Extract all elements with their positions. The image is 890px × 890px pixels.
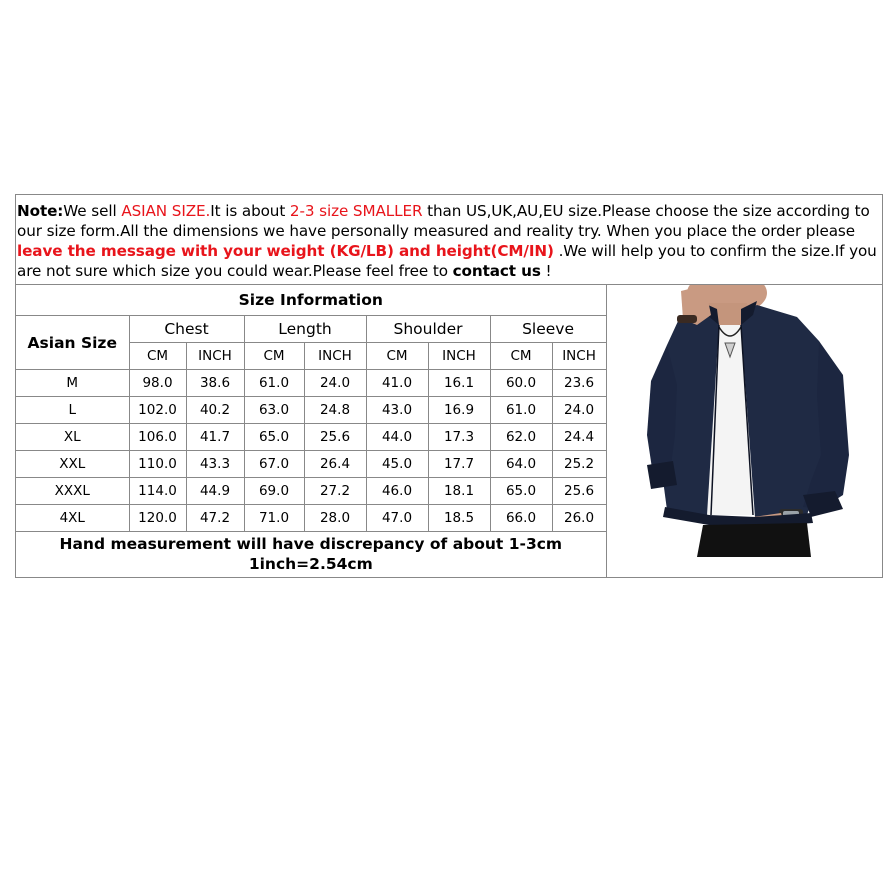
table-cell: 26.4 — [304, 451, 366, 478]
table-row — [16, 451, 606, 478]
table-cell: 66.0 — [490, 505, 552, 532]
table-cell: 45.0 — [366, 451, 428, 478]
table-cell: 64.0 — [490, 451, 552, 478]
table-cell: 44.9 — [186, 478, 244, 505]
table-cell: 28.0 — [304, 505, 366, 532]
table-cell: 61.0 — [244, 370, 304, 397]
size-label: M — [16, 370, 129, 397]
table-cell: 114.0 — [129, 478, 186, 505]
group-header-sleeve: Sleeve — [490, 316, 606, 343]
table-row — [16, 370, 606, 397]
note-smaller: 2-3 size SMALLER — [289, 202, 423, 220]
note-label: Note: — [17, 202, 64, 220]
note-leave-message: leave the message with your weight (KG/LB) and height(CM/IN) — [17, 242, 554, 260]
unit-header: CM — [244, 343, 304, 370]
asian-size-header: Asian Size — [16, 316, 129, 370]
table-cell: 46.0 — [366, 478, 428, 505]
group-header-shoulder: Shoulder — [366, 316, 490, 343]
size-chart-card — [15, 194, 883, 578]
product-photo — [606, 285, 882, 577]
table-cell: 71.0 — [244, 505, 304, 532]
note-asian-size: ASIAN SIZE. — [121, 202, 211, 220]
table-cell: 25.6 — [304, 424, 366, 451]
table-cell: 16.9 — [428, 397, 490, 424]
table-cell: 17.7 — [428, 451, 490, 478]
note-text-5: ! — [540, 262, 552, 280]
table-cell: 25.6 — [552, 478, 606, 505]
size-label: XXXL — [16, 478, 129, 505]
table-title: Size Information — [16, 285, 606, 316]
table-cell: 98.0 — [129, 370, 186, 397]
unit-header: INCH — [304, 343, 366, 370]
size-label: L — [16, 397, 129, 424]
table-cell: 25.2 — [552, 451, 606, 478]
footer-discrepancy: Hand measurement will have discrepancy of about 1-3cm — [59, 535, 563, 553]
table-cell: 67.0 — [244, 451, 304, 478]
table-cell: 24.4 — [552, 424, 606, 451]
table-cell: 40.2 — [186, 397, 244, 424]
table-cell: 16.1 — [428, 370, 490, 397]
table-cell: 60.0 — [490, 370, 552, 397]
table-cell: 26.0 — [552, 505, 606, 532]
unit-header: CM — [490, 343, 552, 370]
size-label: XXL — [16, 451, 129, 478]
table-cell: 69.0 — [244, 478, 304, 505]
table-cell: 38.6 — [186, 370, 244, 397]
table-cell: 17.3 — [428, 424, 490, 451]
jacket-model-image — [607, 285, 882, 577]
table-row — [16, 505, 606, 532]
table-cell: 18.1 — [428, 478, 490, 505]
table-cell: 61.0 — [490, 397, 552, 424]
table-cell: 23.6 — [552, 370, 606, 397]
group-header-length: Length — [244, 316, 366, 343]
note-text-1: We sell — [63, 202, 122, 220]
note-text-3: than US,UK,AU,EU size.Please choose the size according to our size form.All the dimensions we have personally measured and reality try. When you place the order please — [17, 202, 870, 240]
table-cell: 120.0 — [129, 505, 186, 532]
table-row — [16, 424, 606, 451]
table-cell: 47.2 — [186, 505, 244, 532]
unit-header: INCH — [552, 343, 606, 370]
table-cell: 102.0 — [129, 397, 186, 424]
table-cell: 44.0 — [366, 424, 428, 451]
size-note — [16, 195, 882, 285]
note-text-2: It is about — [210, 202, 290, 220]
note-text-4: .We will help you to confirm the size.If you are not sure which size you could wear.Please feel free to — [17, 242, 877, 280]
table-cell: 63.0 — [244, 397, 304, 424]
unit-header: CM — [366, 343, 428, 370]
size-table-wrap — [16, 285, 606, 577]
table-cell: 62.0 — [490, 424, 552, 451]
table-cell: 24.0 — [552, 397, 606, 424]
table-cell: 65.0 — [490, 478, 552, 505]
table-cell: 24.0 — [304, 370, 366, 397]
table-cell: 106.0 — [129, 424, 186, 451]
table-cell: 41.7 — [186, 424, 244, 451]
size-table — [16, 285, 607, 576]
table-cell: 47.0 — [366, 505, 428, 532]
unit-header: INCH — [428, 343, 490, 370]
size-label: XL — [16, 424, 129, 451]
measurement-footer — [16, 532, 606, 577]
group-header-chest: Chest — [129, 316, 244, 343]
table-cell: 65.0 — [244, 424, 304, 451]
table-row — [16, 478, 606, 505]
unit-header: CM — [129, 343, 186, 370]
unit-header: INCH — [186, 343, 244, 370]
size-label: 4XL — [16, 505, 129, 532]
table-cell: 27.2 — [304, 478, 366, 505]
note-contact-us: contact us — [452, 262, 541, 280]
table-cell: 41.0 — [366, 370, 428, 397]
table-cell: 18.5 — [428, 505, 490, 532]
footer-conversion: 1inch=2.54cm — [248, 555, 373, 573]
table-cell: 24.8 — [304, 397, 366, 424]
table-cell: 43.3 — [186, 451, 244, 478]
table-cell: 43.0 — [366, 397, 428, 424]
table-cell: 110.0 — [129, 451, 186, 478]
table-row — [16, 397, 606, 424]
